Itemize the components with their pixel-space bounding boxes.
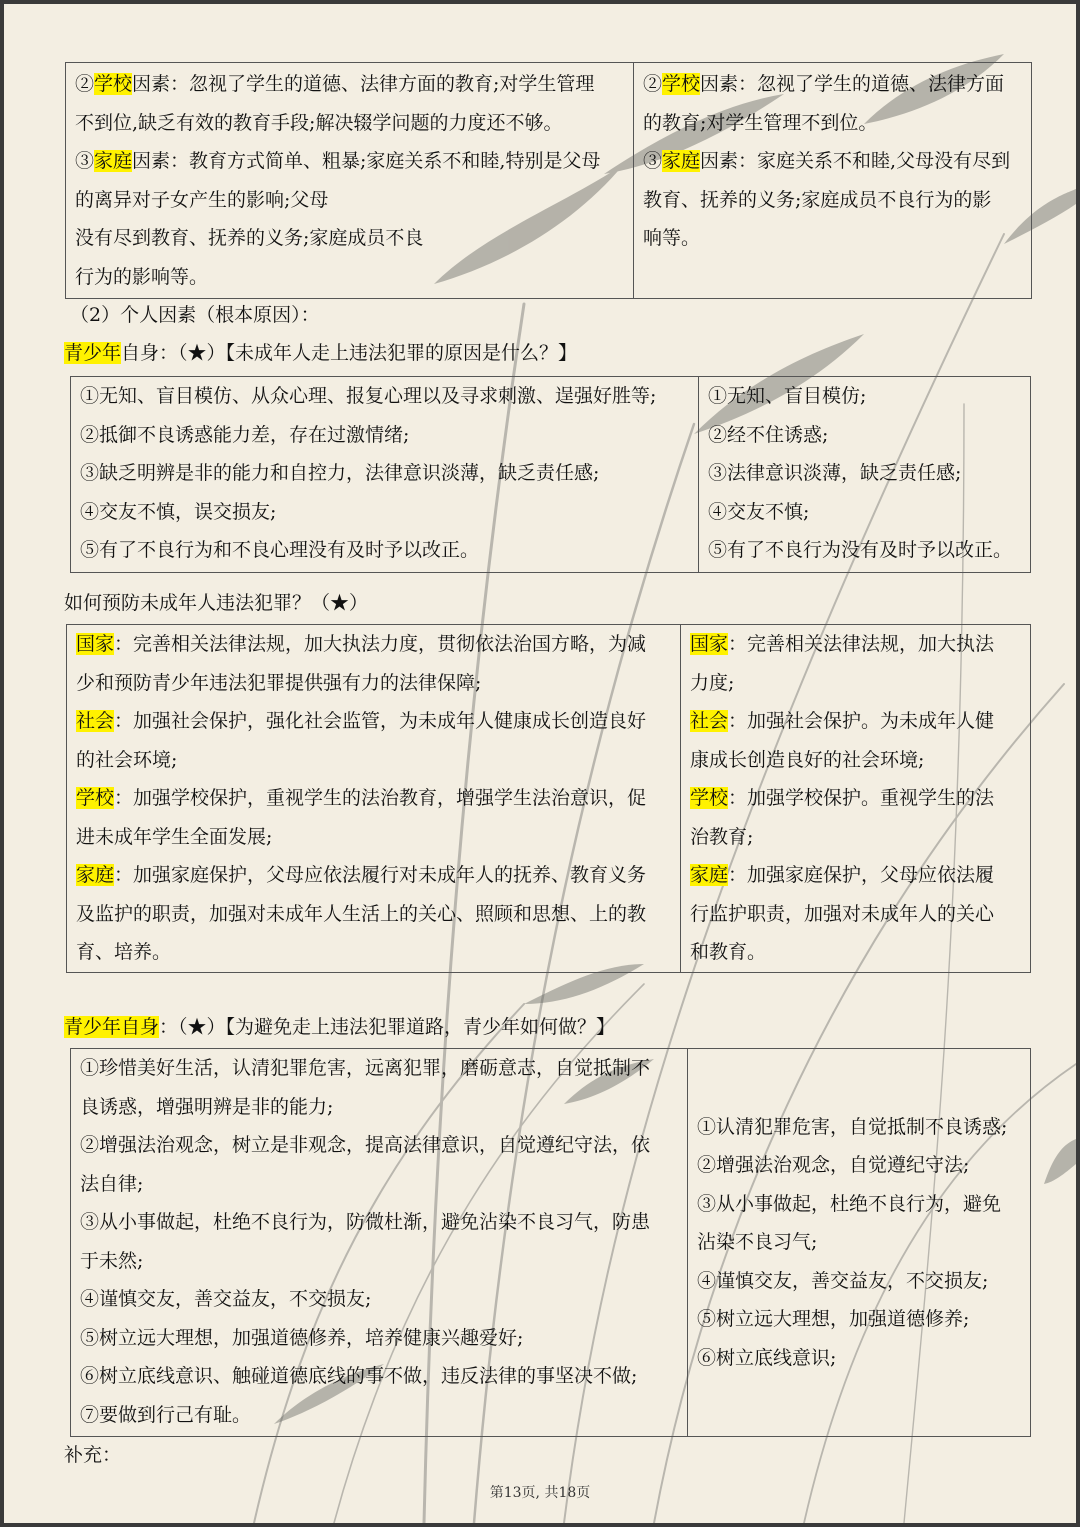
- text-line: [80, 1088, 681, 1127]
- text-line: [80, 377, 692, 416]
- text-line: [708, 454, 1024, 493]
- text-line: [690, 625, 1024, 664]
- text-segment: 教育、抚养的义务;家庭成员不良行为的影: [643, 188, 992, 211]
- text-segment: 良诱惑，增强明辨是非的能力;: [80, 1095, 334, 1118]
- highlighted-keyword: 家庭: [76, 864, 115, 886]
- text-segment: 不到位,缺乏有效的教育手段;解决辍学问题的力度还不够。: [75, 111, 563, 134]
- text-segment: ①认清犯罪危害，自觉抵制不良诱惑;: [697, 1115, 1008, 1138]
- text-segment: 进未成年学生全面发展;: [76, 825, 273, 848]
- factors-table-right-cell: [634, 63, 1032, 299]
- text-line: [80, 531, 692, 570]
- text-line: [80, 1203, 681, 1242]
- actions-table-left-cell: [71, 1049, 688, 1437]
- text-line: [690, 779, 1024, 818]
- causes-table: [70, 376, 1031, 573]
- text-segment: 的社会环境;: [76, 748, 178, 771]
- text-line: [697, 1339, 1024, 1378]
- supplement-label: 补充：: [64, 1444, 122, 1466]
- text-segment: 于未然;: [80, 1249, 144, 1272]
- text-segment: ⑤树立远大理想，加强道德修养，培养健康兴趣爱好;: [80, 1326, 524, 1349]
- personal-factors-label: （2）个人因素（根本原因）：: [70, 304, 320, 326]
- text-segment: ②增强法治观念，自觉遵纪守法;: [697, 1154, 970, 1177]
- causes-table-right-cell: [699, 377, 1031, 573]
- page-footer: 第13页, 共18页: [489, 1485, 591, 1501]
- highlighted-keyword: 学校: [662, 73, 701, 95]
- text-line: [80, 1126, 681, 1165]
- text-line: [80, 1396, 681, 1435]
- text-segment: ：加强社会保护。为未成年人健: [728, 710, 995, 732]
- text-segment: ⑤有了不良行为没有及时予以改正。: [708, 539, 1013, 561]
- highlighted-keyword: 学校: [690, 787, 729, 809]
- text-segment: ：完善相关法律法规，加大执法: [728, 633, 995, 655]
- text-line: [76, 702, 674, 741]
- text-line: [76, 895, 674, 934]
- text-line: [80, 1319, 681, 1358]
- text-segment: 因素：教育方式简单、粗暴;家庭关系不和睦,特别是父母: [132, 150, 601, 172]
- text-line: [690, 895, 1024, 934]
- text-segment: ⑥树立底线意识;: [697, 1346, 837, 1369]
- text-segment: 因素：家庭关系不和睦,父母没有尽到: [700, 150, 1011, 172]
- text-line: [76, 741, 674, 780]
- text-line: [690, 818, 1024, 857]
- text-segment: ：完善相关法律法规，加大执法力度，贯彻依法治国方略，为减: [114, 633, 647, 655]
- text-line: [697, 1108, 1024, 1147]
- text-segment: ②: [75, 73, 95, 95]
- text-line: [75, 142, 627, 181]
- highlighted-keyword: 家庭: [690, 864, 729, 886]
- highlighted-keyword: 国家: [76, 633, 115, 655]
- text-line: [75, 65, 627, 104]
- text-segment: ④谨慎交友，善交益友，不交损友;: [697, 1269, 989, 1292]
- text-segment: ②: [643, 73, 663, 95]
- text-line: [708, 416, 1024, 455]
- text-line: [708, 493, 1024, 532]
- text-segment: ⑥树立底线意识、触碰道德底线的事不做，违反法律的事坚决不做;: [80, 1365, 638, 1387]
- highlighted-keyword: 家庭: [662, 150, 701, 172]
- text-line: [75, 219, 627, 258]
- text-line: [76, 856, 674, 895]
- text-segment: ③缺乏明辨是非的能力和自控力，法律意识淡薄，缺乏责任感;: [80, 462, 600, 484]
- text-segment: ①珍惜美好生活，认清犯罪危害，远离犯罪，磨砺意志，自觉抵制不: [80, 1057, 651, 1079]
- text-line: [76, 933, 674, 972]
- text-line: [697, 1185, 1024, 1224]
- text-segment: ⑦要做到行己有耻。: [80, 1403, 252, 1426]
- text-line: [643, 142, 1025, 181]
- text-line: [708, 377, 1024, 416]
- text-segment: ：加强学校保护。重视学生的法: [728, 787, 995, 809]
- text-line: [75, 104, 627, 143]
- prevention-table-right-cell: [681, 625, 1031, 973]
- highlighted-keyword: 学校: [76, 787, 115, 809]
- text-segment: ②经不住诱惑;: [708, 423, 829, 446]
- text-line: [75, 181, 627, 220]
- text-line: [690, 856, 1024, 895]
- text-line: [708, 531, 1024, 570]
- youth-highlight: 青少年: [64, 342, 122, 364]
- text-segment: ④交友不慎，误交损友;: [80, 500, 277, 523]
- text-line: [80, 1242, 681, 1281]
- text-segment: 治教育;: [690, 825, 754, 848]
- text-line: [76, 625, 674, 664]
- text-line: [690, 664, 1024, 703]
- text-segment: 的教育;对学生管理不到位。: [643, 111, 878, 134]
- text-line: [75, 258, 627, 297]
- text-segment: ③法律意识淡薄，缺乏责任感;: [708, 462, 962, 484]
- prevention-question: 如何预防未成年人违法犯罪？（★）: [64, 592, 369, 614]
- text-segment: ：加强家庭保护，父母应依法履: [728, 864, 995, 886]
- text-segment: ④交友不慎;: [708, 500, 810, 523]
- text-segment: 沾染不良习气;: [697, 1231, 818, 1254]
- factors-table: [65, 62, 1032, 299]
- highlighted-keyword: 学校: [94, 73, 133, 95]
- text-line: [80, 1049, 681, 1088]
- text-segment: ：加强家庭保护，父母应依法履行对未成年人的抚养、教育义务: [114, 864, 647, 886]
- text-line: [643, 65, 1025, 104]
- highlighted-keyword: 社会: [690, 710, 729, 732]
- text-segment: 育、培养。: [76, 941, 172, 963]
- text-line: [80, 416, 692, 455]
- text-line: [76, 779, 674, 818]
- text-segment: ⑤树立远大理想，加强道德修养;: [697, 1308, 970, 1331]
- text-line: [80, 493, 692, 532]
- text-segment: ②增强法治观念，树立是非观念，提高法律意识，自觉遵纪守法，依: [80, 1134, 651, 1156]
- text-line: [690, 702, 1024, 741]
- text-line: [76, 664, 674, 703]
- text-line: [80, 1165, 681, 1204]
- prevention-table: [66, 624, 1031, 973]
- factors-table-left-cell: [66, 63, 634, 299]
- text-segment: ①无知、盲目模仿;: [708, 385, 867, 407]
- document-page: [4, 4, 1076, 1523]
- text-segment: 因素：忽视了学生的道德、法律方面的教育;对学生管理: [132, 73, 595, 95]
- youth-self-heading-1: [64, 338, 577, 365]
- text-segment: 的离异对子女产生的影响;父母: [75, 188, 329, 211]
- actions-table-right-cell: [688, 1049, 1031, 1437]
- text-line: [643, 219, 1025, 258]
- actions-table: [70, 1048, 1031, 1437]
- text-segment: ③从小事做起，杜绝不良行为，避免: [697, 1192, 1002, 1215]
- causes-table-left-cell: [71, 377, 699, 573]
- text-line: [697, 1223, 1024, 1262]
- youth-self-heading-2: [64, 1012, 615, 1039]
- text-segment: ②抵御不良诱惑能力差，存在过激情绪;: [80, 423, 410, 446]
- text-segment: ①无知、盲目模仿、从众心理、报复心理以及寻求刺激、逞强好胜等;: [80, 385, 657, 407]
- text-line: [697, 1146, 1024, 1185]
- text-segment: ④谨慎交友，善交益友，不交损友;: [80, 1288, 372, 1310]
- text-line: [80, 1357, 681, 1396]
- text-segment: 康成长创造良好的社会环境;: [690, 748, 925, 771]
- youth-self-heading-text: ：（★）【为避免走上违法犯罪道路，青少年如何做？】: [159, 1016, 616, 1038]
- text-segment: 及监护的职责，加强对未成年人生活上的关心、照顾和思想、上的教: [76, 902, 647, 925]
- text-segment: 行监护职责，加强对未成年人的关心: [690, 902, 995, 925]
- youth-heading-text: 自身：（★）【未成年人走上违法犯罪的原因是什么？】: [121, 342, 578, 364]
- text-segment: 法自律;: [80, 1172, 144, 1195]
- text-line: [690, 741, 1024, 780]
- text-line: [697, 1262, 1024, 1301]
- text-line: [697, 1300, 1024, 1339]
- text-segment: 少和预防青少年违法犯罪提供强有力的法律保障;: [76, 671, 482, 694]
- text-segment: 和教育。: [690, 941, 767, 963]
- text-segment: 行为的影响等。: [75, 265, 209, 288]
- prevention-table-left-cell: [67, 625, 681, 973]
- text-segment: 响等。: [643, 227, 701, 249]
- highlighted-keyword: 社会: [76, 710, 115, 732]
- youth-self-highlight: 青少年自身: [64, 1016, 160, 1038]
- text-segment: ⑤有了不良行为和不良心理没有及时予以改正。: [80, 539, 480, 561]
- text-line: [80, 1280, 681, 1319]
- text-segment: ：加强社会保护，强化社会监管，为未成年人健康成长创造良好: [114, 710, 647, 732]
- text-segment: ③从小事做起，杜绝不良行为，防微杜渐，避免沾染不良习气，防患: [80, 1211, 651, 1233]
- text-segment: 力度;: [690, 671, 735, 694]
- text-segment: 没有尽到教育、抚养的义务;家庭成员不良: [75, 227, 424, 249]
- text-segment: ：加强学校保护，重视学生的法治教育，增强学生法治意识，促: [114, 787, 647, 809]
- text-segment: ③: [643, 150, 663, 172]
- highlighted-keyword: 国家: [690, 633, 729, 655]
- text-segment: 因素：忽视了学生的道德、法律方面: [700, 73, 1005, 95]
- text-line: [76, 818, 674, 857]
- text-line: [690, 933, 1024, 972]
- text-line: [643, 181, 1025, 220]
- text-segment: ③: [75, 150, 95, 172]
- text-line: [643, 104, 1025, 143]
- highlighted-keyword: 家庭: [94, 150, 133, 172]
- text-line: [80, 454, 692, 493]
